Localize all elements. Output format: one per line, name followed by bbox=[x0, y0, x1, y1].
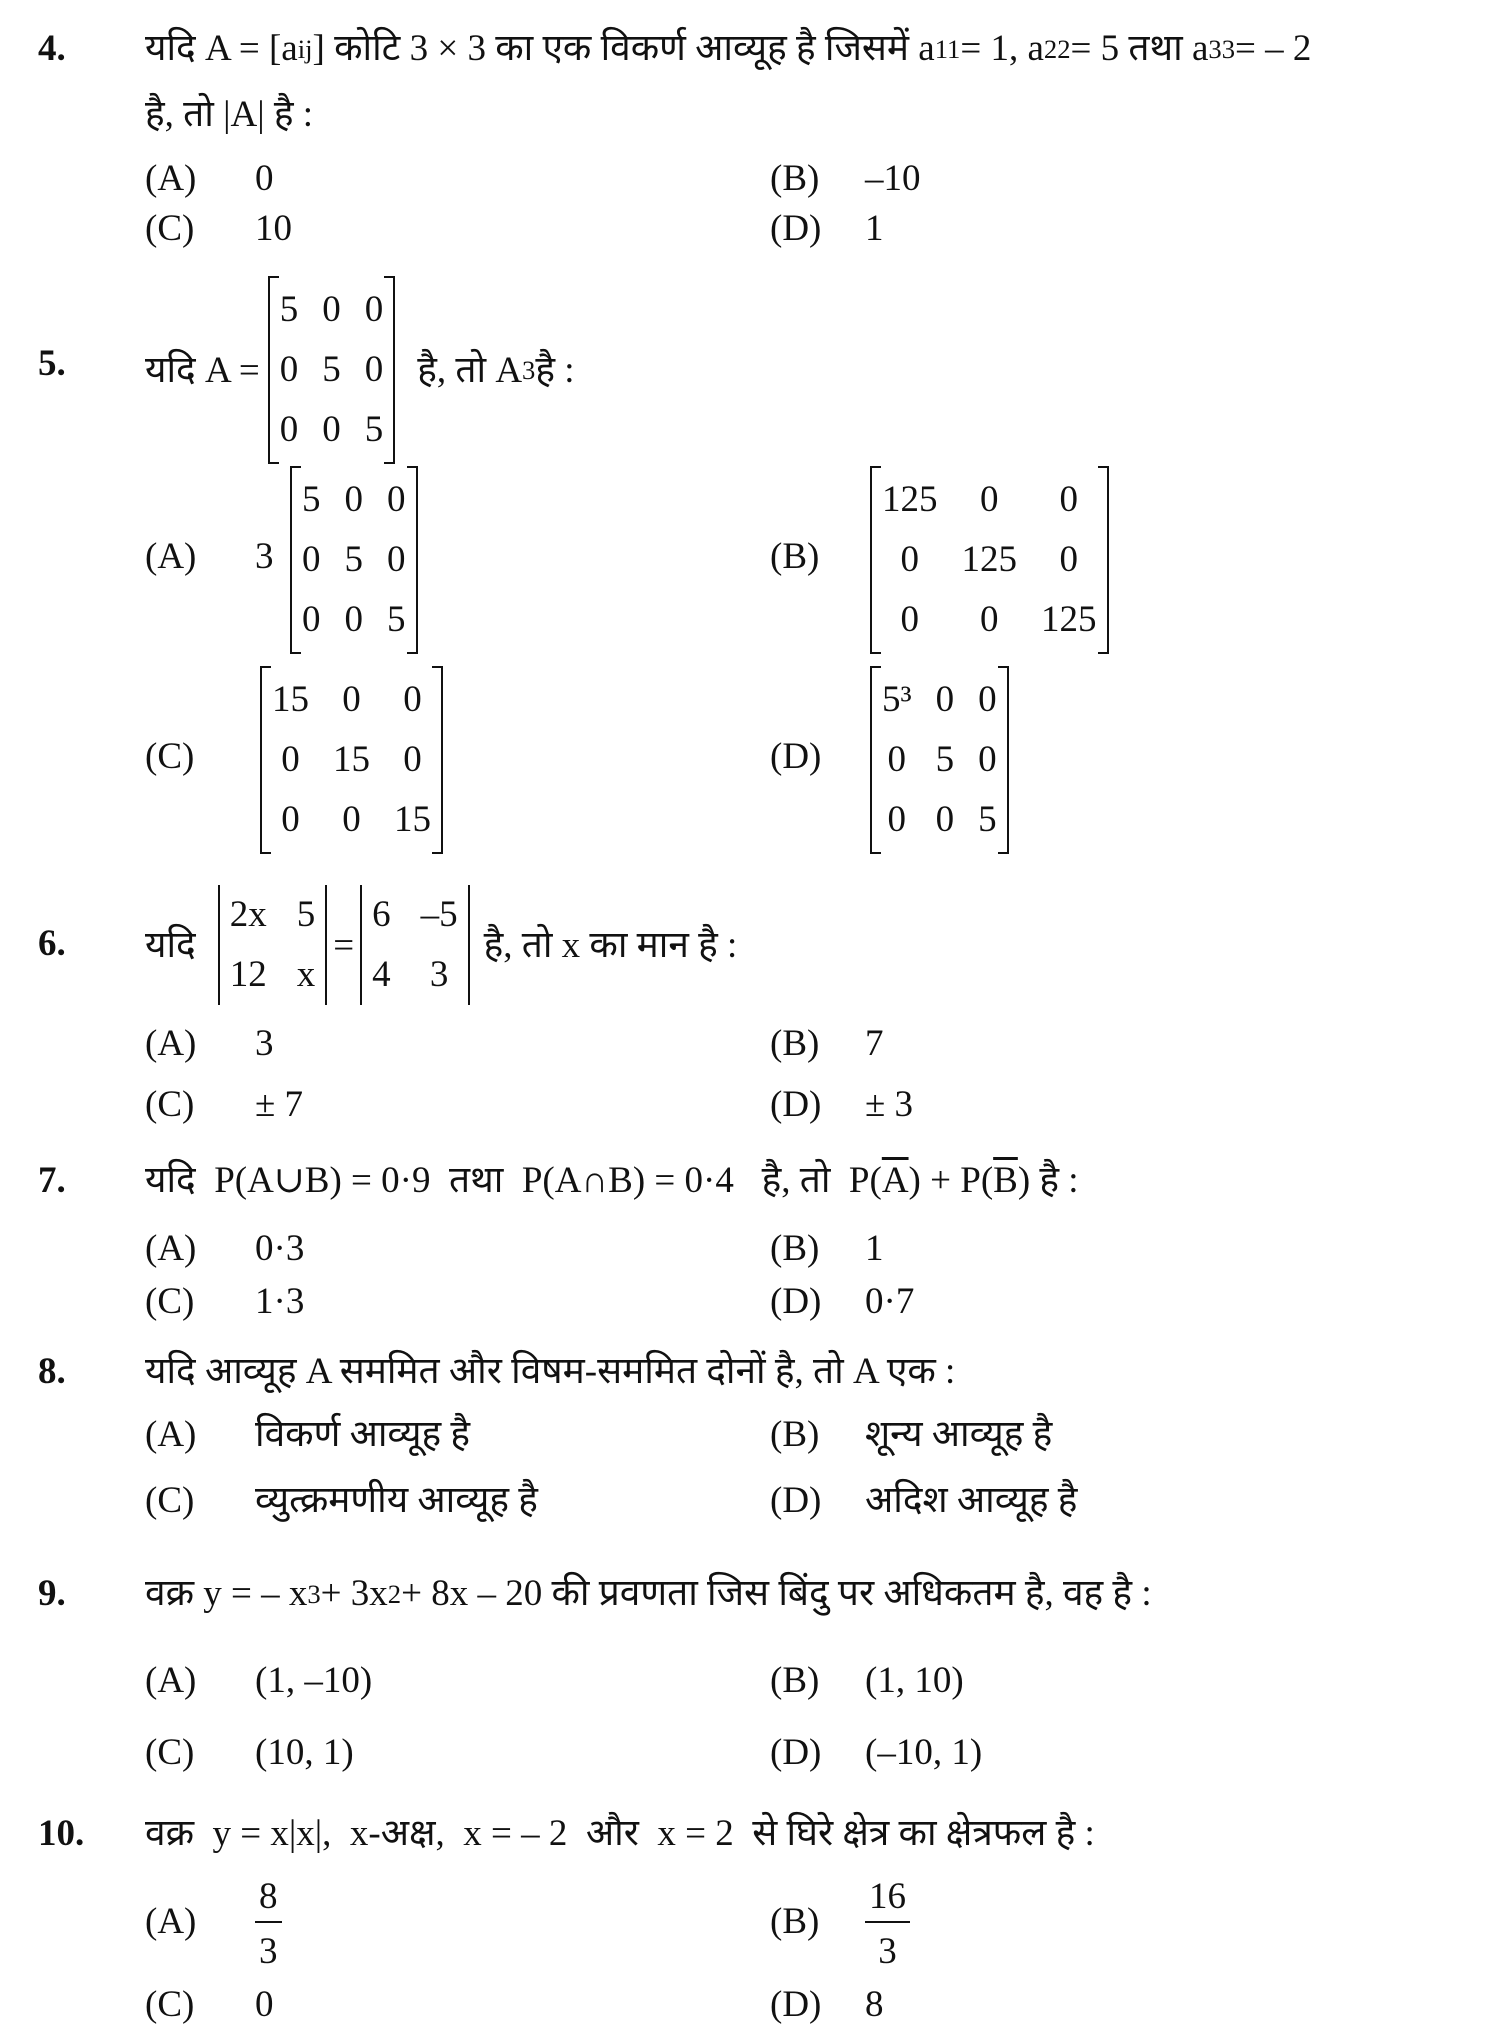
option-label: (B) bbox=[770, 1901, 820, 1942]
option-label: (B) bbox=[770, 1660, 820, 1701]
matrix-cell: 2x bbox=[229, 894, 267, 935]
matrix-cell: 0 bbox=[1059, 539, 1078, 580]
matrix-cell: 3 bbox=[429, 954, 449, 995]
option-label: (D) bbox=[770, 736, 822, 777]
stem-text: ] कोटि 3 × 3 का एक विकर्ण आव्यूह है जिसमें a bbox=[312, 28, 935, 69]
stem-text: है : bbox=[535, 349, 575, 391]
option-scalar: 3 bbox=[255, 536, 274, 577]
determinant bbox=[360, 885, 470, 1005]
matrix-cell: 125 bbox=[961, 539, 1017, 580]
matrix-grid bbox=[230, 885, 316, 1005]
matrix-cell: 125 bbox=[882, 479, 938, 520]
matrix-cell: 0 bbox=[342, 679, 361, 720]
equals-sign: = bbox=[333, 924, 355, 966]
numerator: 16 bbox=[865, 1878, 910, 1923]
stem-text: है, तो A bbox=[417, 349, 523, 391]
fraction bbox=[865, 1878, 910, 1970]
numerator: 8 bbox=[255, 1878, 282, 1923]
complement-b: $\overline{B}$ bbox=[993, 1160, 1018, 1201]
matrix-cell: 5 bbox=[364, 409, 384, 450]
stem-text: = 5 तथा a bbox=[1070, 28, 1209, 69]
matrix-cell: 0 bbox=[344, 599, 363, 640]
option-label: (A) bbox=[145, 1023, 197, 1064]
stem-text: वक्र y = – x bbox=[145, 1573, 308, 1614]
option-value: व्युत्क्रमणीय आव्यूह है bbox=[255, 1480, 538, 1521]
matrix-cell: 0 bbox=[980, 599, 999, 640]
matrix-cell: 0 bbox=[935, 799, 955, 840]
option-label: (D) bbox=[770, 1480, 822, 1521]
option-value: 10 bbox=[255, 208, 292, 249]
stem-text: = 1, a bbox=[960, 28, 1044, 69]
option-label: (A) bbox=[145, 1414, 197, 1455]
question-number: 4. bbox=[38, 28, 66, 69]
matrix bbox=[268, 280, 396, 460]
option-value: शून्य आव्यूह है bbox=[865, 1414, 1053, 1455]
matrix-cell: 0 bbox=[887, 799, 907, 840]
option-label: (C) bbox=[145, 1984, 195, 2025]
question-number: 5. bbox=[38, 343, 66, 384]
matrix-grid bbox=[882, 670, 997, 850]
complement-a: $\overline{A}$ bbox=[881, 1160, 909, 1201]
matrix-cell: 0 bbox=[387, 479, 406, 520]
option-value: 0 bbox=[255, 1984, 274, 2025]
option-label: (A) bbox=[145, 1660, 197, 1701]
matrix-cell: 0 bbox=[322, 289, 341, 330]
question-stem: वक्र y = x|x|, x-अक्ष, x = – 2 और x = 2 से घिरे क्षेत्र का क्षेत्रफल है : bbox=[145, 1813, 1095, 1854]
option-value: ± 3 bbox=[865, 1084, 914, 1125]
question-stem-line2: है, तो |A| है : bbox=[145, 94, 314, 135]
matrix-cell: 0 bbox=[900, 539, 919, 580]
matrix-cell: 0 bbox=[978, 679, 997, 720]
matrix-cell: 15 bbox=[272, 679, 309, 720]
matrix-grid bbox=[272, 670, 431, 850]
option-label: (C) bbox=[145, 736, 195, 777]
matrix-cell: 0 bbox=[322, 409, 341, 450]
matrix-cell: 0 bbox=[887, 739, 907, 780]
matrix bbox=[290, 470, 418, 650]
option-value: ± 7 bbox=[255, 1084, 304, 1125]
matrix bbox=[260, 670, 443, 850]
matrix-cell: 0 bbox=[302, 599, 321, 640]
question-stem: यदि A = [a ij ] कोटि 3 × 3 का एक विकर्ण आव्यूह है जिसमें a 11 = 1, a 22 = 5 तथा a 33 = – 2 bbox=[145, 28, 1312, 69]
stem-text: + 8x – 20 की प्रवणता जिस बिंदु पर अधिकतम है, वह है : bbox=[401, 1573, 1152, 1614]
question-stem: यदि आव्यूह A सममित और विषम-सममित दोनों है, तो A एक : bbox=[145, 1351, 956, 1392]
stem-text: यदि A = bbox=[145, 349, 260, 391]
question-number: 6. bbox=[38, 923, 66, 964]
matrix-cell: 0 bbox=[978, 739, 997, 780]
matrix-cell: 15 bbox=[333, 739, 370, 780]
matrix-cell: 15 bbox=[394, 799, 431, 840]
matrix-grid bbox=[882, 470, 1097, 650]
matrix-cell: –5 bbox=[420, 894, 458, 935]
question-number: 10. bbox=[38, 1813, 85, 1854]
matrix bbox=[870, 470, 1109, 650]
matrix-grid bbox=[302, 470, 406, 650]
option-value: (1, –10) bbox=[255, 1660, 373, 1701]
matrix-cell: 0 bbox=[364, 349, 384, 390]
option-label: (D) bbox=[770, 208, 822, 249]
option-label: (C) bbox=[145, 1480, 195, 1521]
matrix-cell: 0 bbox=[403, 739, 422, 780]
question-stem: यदि A = 5 0 0 0 5 0 0 0 5 है, तो A 3 है : bbox=[145, 280, 575, 460]
option-value: 0 bbox=[255, 158, 274, 199]
matrix-cell: 6 bbox=[372, 894, 391, 935]
question-stem bbox=[145, 885, 737, 1005]
option-label: (D) bbox=[770, 1732, 822, 1773]
option-label: (B) bbox=[770, 158, 820, 199]
matrix-cell: 0 bbox=[364, 289, 384, 330]
denominator: 3 bbox=[259, 1931, 278, 1972]
matrix-cell: 12 bbox=[229, 954, 267, 995]
matrix-cell: 5 bbox=[387, 599, 406, 640]
option-value: विकर्ण आव्यूह है bbox=[255, 1414, 471, 1455]
matrix-cell: 4 bbox=[372, 954, 391, 995]
stem-text: ) है : bbox=[1017, 1160, 1079, 1201]
question-stem bbox=[145, 1162, 1079, 1199]
option-label: (A) bbox=[145, 1228, 197, 1269]
question-number: 8. bbox=[38, 1351, 66, 1392]
matrix-cell: x bbox=[296, 954, 316, 995]
matrix-cell: 5 bbox=[302, 479, 321, 520]
option-value: 1 bbox=[865, 208, 884, 249]
fraction bbox=[255, 1878, 282, 1970]
stem-text: यदि P(A∪B) = 0·9 तथा P(A∩B) = 0·4 है, तो P( bbox=[145, 1160, 882, 1201]
option-label: (B) bbox=[770, 1023, 820, 1064]
option-label: (D) bbox=[770, 1281, 822, 1322]
question-number: 9. bbox=[38, 1573, 66, 1614]
matrix-cell: 0 bbox=[344, 479, 363, 520]
matrix-cell: 5 bbox=[322, 349, 341, 390]
option-value: 0·7 bbox=[865, 1281, 915, 1322]
matrix-cell: 0 bbox=[342, 799, 361, 840]
option-value: (–10, 1) bbox=[865, 1732, 983, 1773]
matrix-cell: 0 bbox=[980, 479, 999, 520]
stem-text: + 3x bbox=[320, 1573, 388, 1614]
stem-text: है, तो x का मान है : bbox=[483, 924, 738, 966]
question-number: 7. bbox=[38, 1160, 66, 1201]
option-value: 0·3 bbox=[255, 1228, 305, 1269]
matrix-cell: 0 bbox=[279, 349, 299, 390]
option-label: (D) bbox=[770, 1984, 822, 2025]
option-value: (10, 1) bbox=[255, 1732, 354, 1773]
option-label: (A) bbox=[145, 158, 197, 199]
matrix-cell: 5 bbox=[279, 289, 299, 330]
option-value: 1·3 bbox=[255, 1281, 305, 1322]
stem-text: यदि A = [a bbox=[145, 28, 298, 69]
matrix-cell: 0 bbox=[281, 739, 300, 780]
matrix-cell: 5³ bbox=[882, 679, 912, 720]
denominator: 3 bbox=[878, 1931, 897, 1972]
matrix-cell: 0 bbox=[1059, 479, 1078, 520]
determinant bbox=[218, 885, 328, 1005]
option-value: (1, 10) bbox=[865, 1660, 964, 1701]
option-label: (C) bbox=[145, 208, 195, 249]
option-label: (B) bbox=[770, 1414, 820, 1455]
option-label: (A) bbox=[145, 1901, 197, 1942]
option-value: 7 bbox=[865, 1023, 884, 1064]
option-value: 8 bbox=[865, 1984, 884, 2025]
option-label: (A) bbox=[145, 536, 197, 577]
matrix-cell: 0 bbox=[387, 539, 406, 580]
question-stem: वक्र y = – x 3 + 3x 2 + 8x – 20 की प्रवणता जिस बिंदु पर अधिकतम है, वह है : bbox=[145, 1573, 1152, 1614]
stem-text: यदि bbox=[145, 924, 196, 966]
option-value: अदिश आव्यूह है bbox=[865, 1480, 1078, 1521]
stem-text: ) + P( bbox=[908, 1160, 994, 1201]
matrix-cell: 5 bbox=[935, 739, 955, 780]
option-value: –10 bbox=[865, 158, 921, 199]
option-label: (C) bbox=[145, 1084, 195, 1125]
matrix-grid bbox=[372, 885, 458, 1005]
matrix-cell: 5 bbox=[978, 799, 997, 840]
matrix bbox=[870, 670, 1009, 850]
matrix-cell: 0 bbox=[403, 679, 422, 720]
option-value: 1 bbox=[865, 1228, 884, 1269]
matrix-cell: 0 bbox=[281, 799, 300, 840]
matrix-cell: 0 bbox=[302, 539, 321, 580]
option-value: 3 bbox=[255, 1023, 274, 1064]
matrix-cell: 125 bbox=[1041, 599, 1097, 640]
matrix-cell: 0 bbox=[935, 679, 955, 720]
matrix-cell: 5 bbox=[296, 894, 316, 935]
matrix-cell: 0 bbox=[279, 409, 299, 450]
option-label: (C) bbox=[145, 1281, 195, 1322]
matrix-cell: 0 bbox=[900, 599, 919, 640]
matrix-cell: 5 bbox=[344, 539, 363, 580]
stem-text: = – 2 bbox=[1235, 28, 1312, 69]
matrix-grid bbox=[280, 280, 384, 460]
option-label: (B) bbox=[770, 536, 820, 577]
option-label: (C) bbox=[145, 1732, 195, 1773]
option-label: (D) bbox=[770, 1084, 822, 1125]
option-label: (B) bbox=[770, 1228, 820, 1269]
